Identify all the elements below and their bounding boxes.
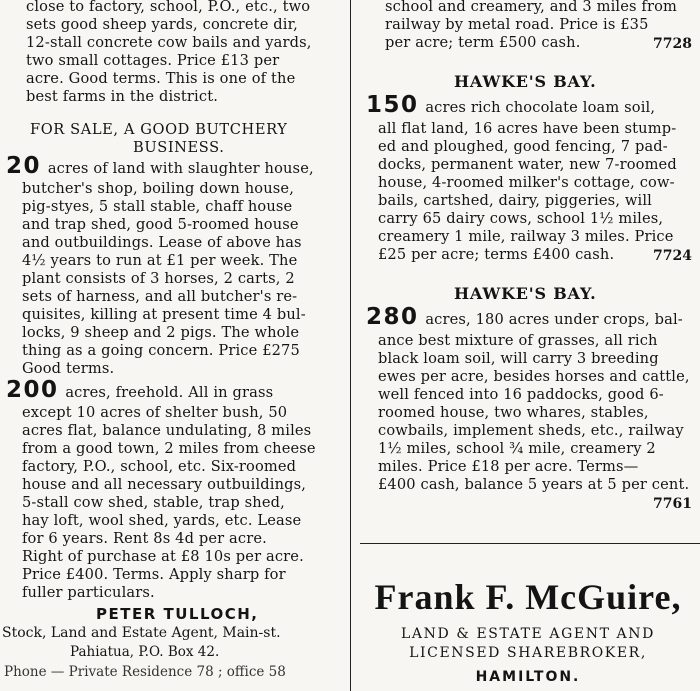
ad-line: house and all necessary outbuildings, [22,476,307,493]
ad-line: 1½ miles, school ¾ mile, creamery 2 [378,440,656,457]
column-rule [350,0,351,691]
ad-heading: HAWKE'S BAY. [454,72,597,91]
ad-line: acres flat, balance undulating, 8 miles [22,422,312,439]
acreage-figure: 200 [6,377,59,403]
ad-line: house, 4-roomed milker's cottage, cow- [378,174,675,191]
ad-divider [360,543,700,544]
agent-name: PETER TULLOCH, [96,605,259,623]
ad-line: bails, cartshed, dairy, piggeries, will [378,192,652,209]
ad-line: railway by metal road. Price is £35 [385,16,649,33]
ad-line: locks, 9 sheep and 2 pigs. The whole [22,324,300,341]
ad-line-text: acres rich chocolate loam soil, [425,99,656,116]
ad-line: carry 65 dairy cows, school 1½ miles, [378,210,664,227]
ad-line: 12-stall concrete cow bails and yards, [26,34,312,51]
ad-line: Good terms. [22,360,115,377]
ad-heading: FOR SALE, A GOOD BUTCHERY [30,121,288,138]
agent-phone: Phone — Private Residence 78 ; office 58 [4,664,286,680]
ad-line: butcher's shop, boiling down house, [22,180,294,197]
acreage-figure: 150 [366,92,419,118]
ad-line-text: acres of land with slaughter house, [47,160,314,177]
ad-line: Right of purchase at £8 10s per acre. [22,548,304,565]
ad-line: docks, permanent water, new 7-roomed [378,156,677,173]
acreage-figure: 280 [366,304,419,330]
ad-line: creamery 1 mile, railway 3 miles. Price [378,228,674,245]
ad-line: best farms in the district. [26,88,218,105]
ad-line: school and creamery, and 3 miles from [385,0,678,15]
ad-first-line [6,377,274,403]
ad-line: close to factory, school, P.O., etc., two [26,0,311,15]
ad-line: 4½ years to run at £1 per week. The [22,252,298,269]
ad-line: cowbails, implement sheds, etc., railway [378,422,684,439]
ad-first-line [366,304,683,330]
ad-line: for 6 years. Rent 8s 4d per acre. [22,530,267,547]
ad-line: black loam soil, will carry 3 breeding [378,350,659,367]
ad-reference: 7761 [653,496,692,512]
ad-line: £400 cash, balance 5 years at 5 per cent. [378,476,690,493]
ad-line: sets of harness, and all butcher's re- [22,288,298,305]
ad-line: from a good town, 2 miles from cheese [22,440,316,457]
ad-heading: HAWKE'S BAY. [454,284,597,303]
ad-line: miles. Price £18 per acre. Terms— [378,458,639,475]
ad-reference: 7724 [653,248,692,264]
ad-line: pig-styes, 5 stall stable, chaff house [22,198,293,215]
ad-line: quisites, killing at present time 4 bul- [22,306,306,323]
agent-town: HAMILTON. [475,669,581,685]
ad-line: ance best mixture of grasses, all rich [378,332,658,349]
ad-line: plant consists of 3 horses, 2 carts, 2 [22,270,295,287]
ad-line: ewes per acre, besides horses and cattle, [378,368,690,385]
ad-line: per acre; term £500 cash. [385,34,581,51]
ad-line: and outbuildings. Lease of above has [22,234,302,251]
ad-line: except 10 acres of shelter bush, 50 [22,404,288,421]
agent-title: LAND & ESTATE AGENT AND [401,626,655,642]
ad-first-line [6,153,314,179]
agent-name: Frank F. McGuire, [374,577,682,617]
ad-line: hay loft, wool shed, yards, etc. Lease [22,512,302,529]
ad-line: thing as a going concern. Price £275 [22,342,300,359]
ad-subheading: BUSINESS. [133,139,225,156]
ad-line: 5-stall cow shed, stable, trap shed, [22,494,285,511]
ad-line-text: acres, 180 acres under crops, bal- [425,311,683,328]
ad-line: £25 per acre; terms £400 cash. [378,246,615,263]
ad-line: Price £400. Terms. Apply sharp for [22,566,286,583]
ad-line: sets good sheep yards, concrete dir, [26,16,298,33]
ad-reference: 7728 [653,36,692,52]
acreage-figure: 20 [6,153,42,179]
agent-address: Pahiatua, P.O. Box 42. [70,644,220,660]
ad-first-line [366,92,656,118]
ad-line: roomed house, two whares, stables, [378,404,649,421]
ad-line: and trap shed, good 5-roomed house [22,216,299,233]
ad-line-text: acres, freehold. All in grass [65,384,274,401]
ad-line: all flat land, 16 acres have been stump- [378,120,677,137]
ad-line: well fenced into 16 paddocks, good 6- [378,386,664,403]
ad-line: fuller particulars. [22,584,155,601]
ad-line: factory, P.O., school, etc. Six-roomed [22,458,297,475]
ad-line: two small cottages. Price £13 per [26,52,280,69]
ad-line: acre. Good terms. This is one of the [26,70,296,87]
agent-title: Stock, Land and Estate Agent, Main-st. [2,625,281,641]
ad-line: ed and ploughed, good fencing, 7 pad- [378,138,668,155]
agent-title: LICENSED SHAREBROKER, [409,645,647,661]
